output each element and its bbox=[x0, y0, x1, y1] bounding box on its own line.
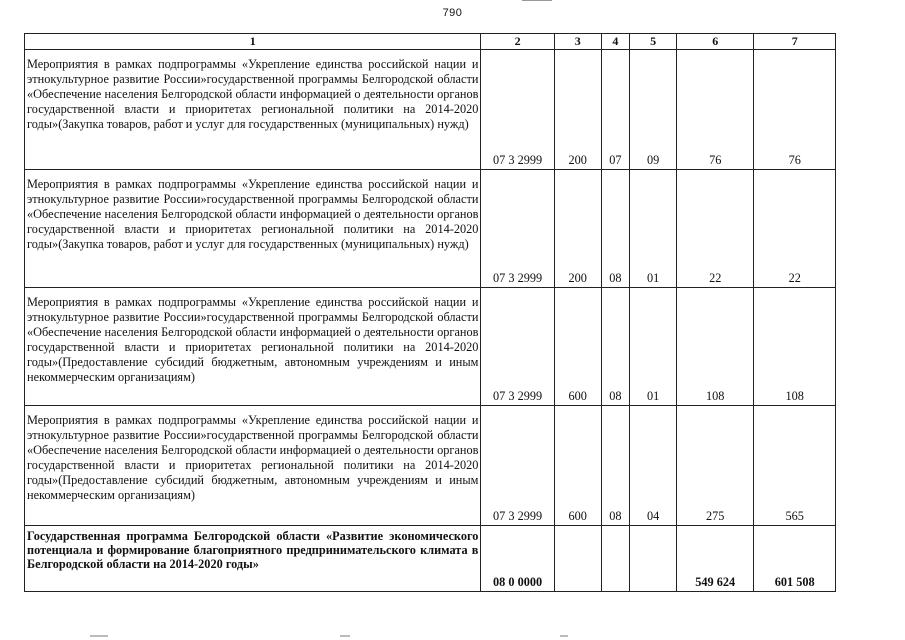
row-col7: 565 bbox=[754, 406, 836, 526]
column-header-1: 1 bbox=[25, 34, 481, 50]
row-col6: 275 bbox=[677, 406, 754, 526]
row-col3: 600 bbox=[554, 406, 601, 526]
row-description: Мероприятия в рамках подпрограммы «Укрепление единства российской нации и этнокультурное развитие России»государственной программы Белгородской области «Обеспечение населения Белгородской области информацией о деятельности органов государственной власти и приоритетах региональной политики на 2014-2020 годы»(Предоставление субсидий бюджетным, автономным учреждениям и иным некоммерческим организациям) bbox=[25, 406, 481, 526]
row-code: 07 3 2999 bbox=[481, 170, 554, 288]
row-code: 07 3 2999 bbox=[481, 50, 554, 170]
row-col3 bbox=[554, 526, 601, 592]
page-number: 790 bbox=[442, 7, 463, 19]
row-col6: 22 bbox=[677, 170, 754, 288]
row-col5: 04 bbox=[630, 406, 677, 526]
row-col5: 09 bbox=[630, 50, 677, 170]
row-col3: 600 bbox=[554, 288, 601, 406]
row-col7: 108 bbox=[754, 288, 836, 406]
row-col3: 200 bbox=[554, 170, 601, 288]
column-header-7: 7 bbox=[754, 34, 836, 50]
column-header-3: 3 bbox=[554, 34, 601, 50]
row-description: Государственная программа Белгородской области «Развитие экономического потенциала и формирование благоприятного предпринимательского климата в Белгородской области на 2014-2020 годы» bbox=[25, 526, 481, 592]
column-header-5: 5 bbox=[630, 34, 677, 50]
row-code: 08 0 0000 bbox=[481, 526, 554, 592]
table-row bbox=[25, 288, 836, 406]
row-col4 bbox=[601, 526, 630, 592]
row-col5: 01 bbox=[630, 170, 677, 288]
row-col7: 22 bbox=[754, 170, 836, 288]
row-col4: 08 bbox=[601, 288, 630, 406]
row-col5 bbox=[630, 526, 677, 592]
column-header-4: 4 bbox=[601, 34, 630, 50]
row-col7: 601 508 bbox=[754, 526, 836, 592]
row-description: Мероприятия в рамках подпрограммы «Укрепление единства российской нации и этнокультурное развитие России»государственной программы Белгородской области «Обеспечение населения Белгородской области информацией о деятельности органов государственной власти и приоритетах региональной политики на 2014-2020 годы»(Предоставление субсидий бюджетным, автономным учреждениям и иным некоммерческим организациям) bbox=[25, 288, 481, 406]
table-row bbox=[25, 170, 836, 288]
row-col6: 108 bbox=[677, 288, 754, 406]
column-header-6: 6 bbox=[677, 34, 754, 50]
table-row bbox=[25, 50, 836, 170]
row-col4: 08 bbox=[601, 406, 630, 526]
row-description: Мероприятия в рамках подпрограммы «Укрепление единства российской нации и этнокультурное развитие России»государственной программы Белгородской области «Обеспечение населения Белгородской области информацией о деятельности органов государственной власти и приоритетах региональной политики на 2014-2020 годы»(Закупка товаров, работ и услуг для государственных (муниципальных) нужд) bbox=[25, 50, 481, 170]
row-description: Мероприятия в рамках подпрограммы «Укрепление единства российской нации и этнокультурное развитие России»государственной программы Белгородской области «Обеспечение населения Белгородской области информацией о деятельности органов государственной власти и приоритетах региональной политики на 2014-2020 годы»(Закупка товаров, работ и услуг для государственных (муниципальных) нужд) bbox=[25, 170, 481, 288]
table-row bbox=[25, 406, 836, 526]
row-col3: 200 bbox=[554, 50, 601, 170]
row-code: 07 3 2999 bbox=[481, 288, 554, 406]
budget-table bbox=[24, 33, 836, 592]
column-header-2: 2 bbox=[481, 34, 554, 50]
table-header-row bbox=[25, 34, 836, 50]
row-col4: 07 bbox=[601, 50, 630, 170]
scan-marks-bottom bbox=[0, 632, 905, 640]
row-col4: 08 bbox=[601, 170, 630, 288]
scan-mark-top bbox=[522, 0, 552, 1]
row-col6: 76 bbox=[677, 50, 754, 170]
row-col5: 01 bbox=[630, 288, 677, 406]
table-row-program-total bbox=[25, 526, 836, 592]
row-col7: 76 bbox=[754, 50, 836, 170]
row-code: 07 3 2999 bbox=[481, 406, 554, 526]
row-col6: 549 624 bbox=[677, 526, 754, 592]
